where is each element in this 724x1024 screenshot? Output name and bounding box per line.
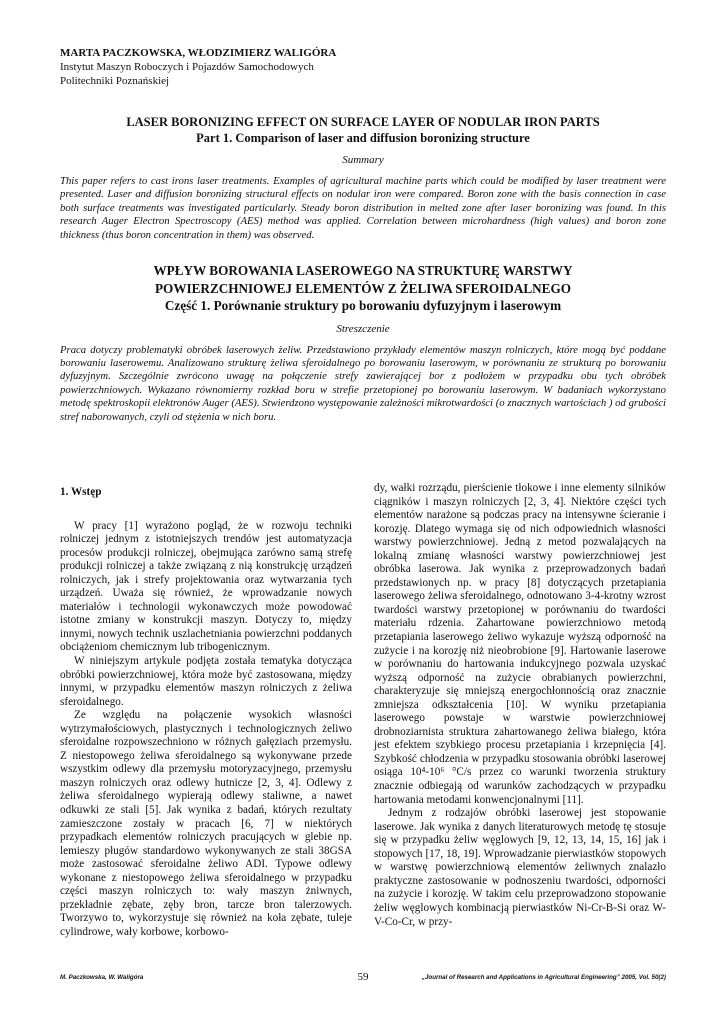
body-columns [60,482,666,944]
english-abstract: This paper refers to cast irons laser treatments. Examples of agricultural machine parts which could be modified by laser treatment were presented. Laser and diffusion boronizing structural effects on nodular iron were compared. Boron zone with the basis connection in case both surface treatments was investigated particularly. Steady boron distribution in melted zone after laser boronizing was found. In this research Auger Electron Spectroscopy (AES) method was applied. Correlation between microhardness (high values) and boron zone thickness (thus boron concentration in them) was observed. [60,175,666,241]
english-subtitle: Part 1. Comparison of laser and diffusion boronizing structure [196,131,530,145]
polish-title-line-1: WPŁYW BOROWANIA LASEROWEGO NA STRUKTURĘ WARSTWY [153,263,573,279]
paragraph: Ze względu na połączenie wysokich własności wytrzymałościowych, plastycznych i technologicznych żeliwo sferoidalne rozpowszechniono w różnych gałęziach przemysłu. Z niestopowego żeliwa sferoidalnego są wykonywane przede wszystkim odlewy dla przemysłu motoryzacyjnego, przemysłu maszyn rolniczych oraz odlewy hutnicze [2, 3, 4]. Odlewy z żeliwa sferoidalnego wypierają odlewy staliwne, a nawet odkuwki ze stali [5]. Jak wynika z badań, których rezultaty zamieszczone zostały w pracach [6, 7] w niektórych przypadkach elementów rolniczych pracujących w glebie np. lemieszy pługów standardowo wykonywanych ze stali 38GSA może zastosować sferoidalne żeliwo ADI. Typowe odlewy wykonane z niestopowego żeliwa sferoidalnego w przypadku części maszyn rolniczych to: wały maszyn żniwnych, przekładnie zębate, zęby bron, tarcze bron talerzowych. Tworzywo to, wykorzystuje się również na koła zębate, tuleje cylindrowe, wały korbowe, korbowo- [60,709,352,938]
polish-title-block [60,262,666,315]
left-column [60,482,352,944]
paragraph: dy, wałki rozrządu, pierścienie tłokowe i inne elementy silników ciągników i maszyn rolniczych [2, 3, 4]. Niektóre części tych elementów narażone są podczas pracy na intensywne ścieranie i korozję. Dlatego wymaga się od nich odpowiednich własności warstwy powierzchniowej. Jedną z metod pozwalających na lokalną zmianę własności warstwy powierzchniowej jest obróbka laserowa. Jak wynika z przeprowadzonych badań przedstawionych np. w pracy [8] dotyczących przetapiania laserowego żeliwa sferoidalnego, odnotowano 3-4-krotny wzrost twardości warstwy przetopionej w porównaniu do twardości materiału rdzenia. Zahartowane powierzchniowo metodą przetapiania laserowego żeliwo wykazuje wyższą odporność na zużycie i na korozję niż nieobrobione [9]. Hartowanie laserowe w porównaniu do hartowania indukcyjnego pozwala uzyskać wyższą odporność na zużycie obrabianych powierzchni, charakteryzuje się mniejszą energochłonnością oraz znacznie zmniejsza odkształcenia [10]. W wyniku przetapiania laserowego powstaje w warstwie powierzchniowej drobnoziarnista struktura zahartowanego żeliwa białego, która jest efektem szybkiego procesu przetapiania i krzepnięcia [4]. Szybkość chłodzenia w przypadku stosowania obróbki laserowej osiąga 10⁴-10⁶ °C/s przez co warunki tworzenia struktury znacznie odbiegają od warunków zachodzących w przypadku hartowania metodami konwencjonalnymi [11]. [374,482,666,806]
paragraph: W niniejszym artykule podjęta została tematyka dotycząca obróbki powierzchniowej, która może być zastosowana, między innymi, w przypadku elementów maszyn rolniczych z żeliwa sferoidalnego. [60,655,352,708]
polish-title-line-2: POWIERZCHNIOWEJ ELEMENTÓW Z ŻELIWA SFEROIDALNEGO [155,280,571,296]
section-heading: 1. Wstęp [60,486,102,498]
page-number: 59 [357,971,369,983]
english-title: LASER BORONIZING EFFECT ON SURFACE LAYER OF NODULAR IRON PARTS [126,115,600,129]
streszczenie-label: Streszczenie [336,322,390,335]
paragraph: W pracy [1] wyrażono pogląd, że w rozwoju techniki rolniczej jednym z istotniejszych trendów jest automatyzacja procesów produkcji rolniczej, obejmująca zarówno samą strefę produkcji rolniczej a także związaną z nią konstrukcję urządzeń rolniczych, jak i strefy projektowania oraz wytwarzania tych urządzeń. Uważa się również, że wprowadzanie nowych materiałów i technologii wykonawczych może powodować istotne zmiany w konstrukcji maszyn. Dotyczy to, między innymi, nowych technik uszlachetniania powierzchni poddanych obciążeniom chemicznym lub tribogenicznym. [60,519,352,654]
article-front-matter [60,46,666,424]
affiliation-line-1: Instytut Maszyn Roboczych i Pojazdów Samochodowych [60,61,314,73]
page-footer [60,971,666,985]
paragraph: Jednym z rodzajów obróbki laserowej jest stopowanie laserowe. Jak wynika z danych literaturowych metodę tę stosuje się w przypadku żeliw węglowych [9, 12, 13, 14, 15, 16] jak i stopowych [17, 18, 19]. Wprowadzanie pierwiastków stopowych w warstwę powierzchniową elementów żeliwnych znalazło praktyczne zastosowanie w podnoszeniu twardości, odporności na zużycie i korozję. W takim celu przeprowadzono stopowanie żeliw węglowych kombinacją pierwiastków Ni-Cr-B-Si oraz W-V-Co-Cr, w przy- [374,807,666,928]
right-column [374,482,666,944]
footer-journal: „Journal of Research and Applications in Agricultural Engineering” 2005, Vol. 50(2) [421,974,666,981]
footer-authors: M. Paczkowska, W. Waligóra [60,974,144,981]
authors: MARTA PACZKOWSKA, WŁODZIMIERZ WALIGÓRA [60,47,337,59]
polish-subtitle: Część 1. Porównanie struktury po borowaniu dyfuzyjnym i laserowym [164,298,562,314]
english-title-block [60,114,666,146]
affiliation-line-2: Politechniki Poznańskiej [60,75,170,87]
summary-label: Summary [342,154,384,166]
polish-abstract: Praca dotyczy problematyki obróbek laserowych żeliw. Przedstawiono przykłady elementów maszyn rolniczych, które mogą być poddane borowaniu laserowemu. Analizowano strukturę żeliwa sferoidalnego po borowaniu laserowym, w porównaniu ze strukturą po borowaniu dyfuzyjnym. Szczególnie zwrócono uwagę na połączenie strefy zawierającej bor z podłożem w przypadku obu tych obróbek powierzchniowych. Wykazano równomierny rozkład boru w strefie przetopionej po borowaniu laserowym. W badaniach wykorzystano metodę spektroskopii elektronów Auger (AES). Stwierdzono występowanie zależności mikrotwardości (o znacznych wartościach ) od grubości stref naborowanych, czyli od stężenia w nich boru. [60,343,666,423]
